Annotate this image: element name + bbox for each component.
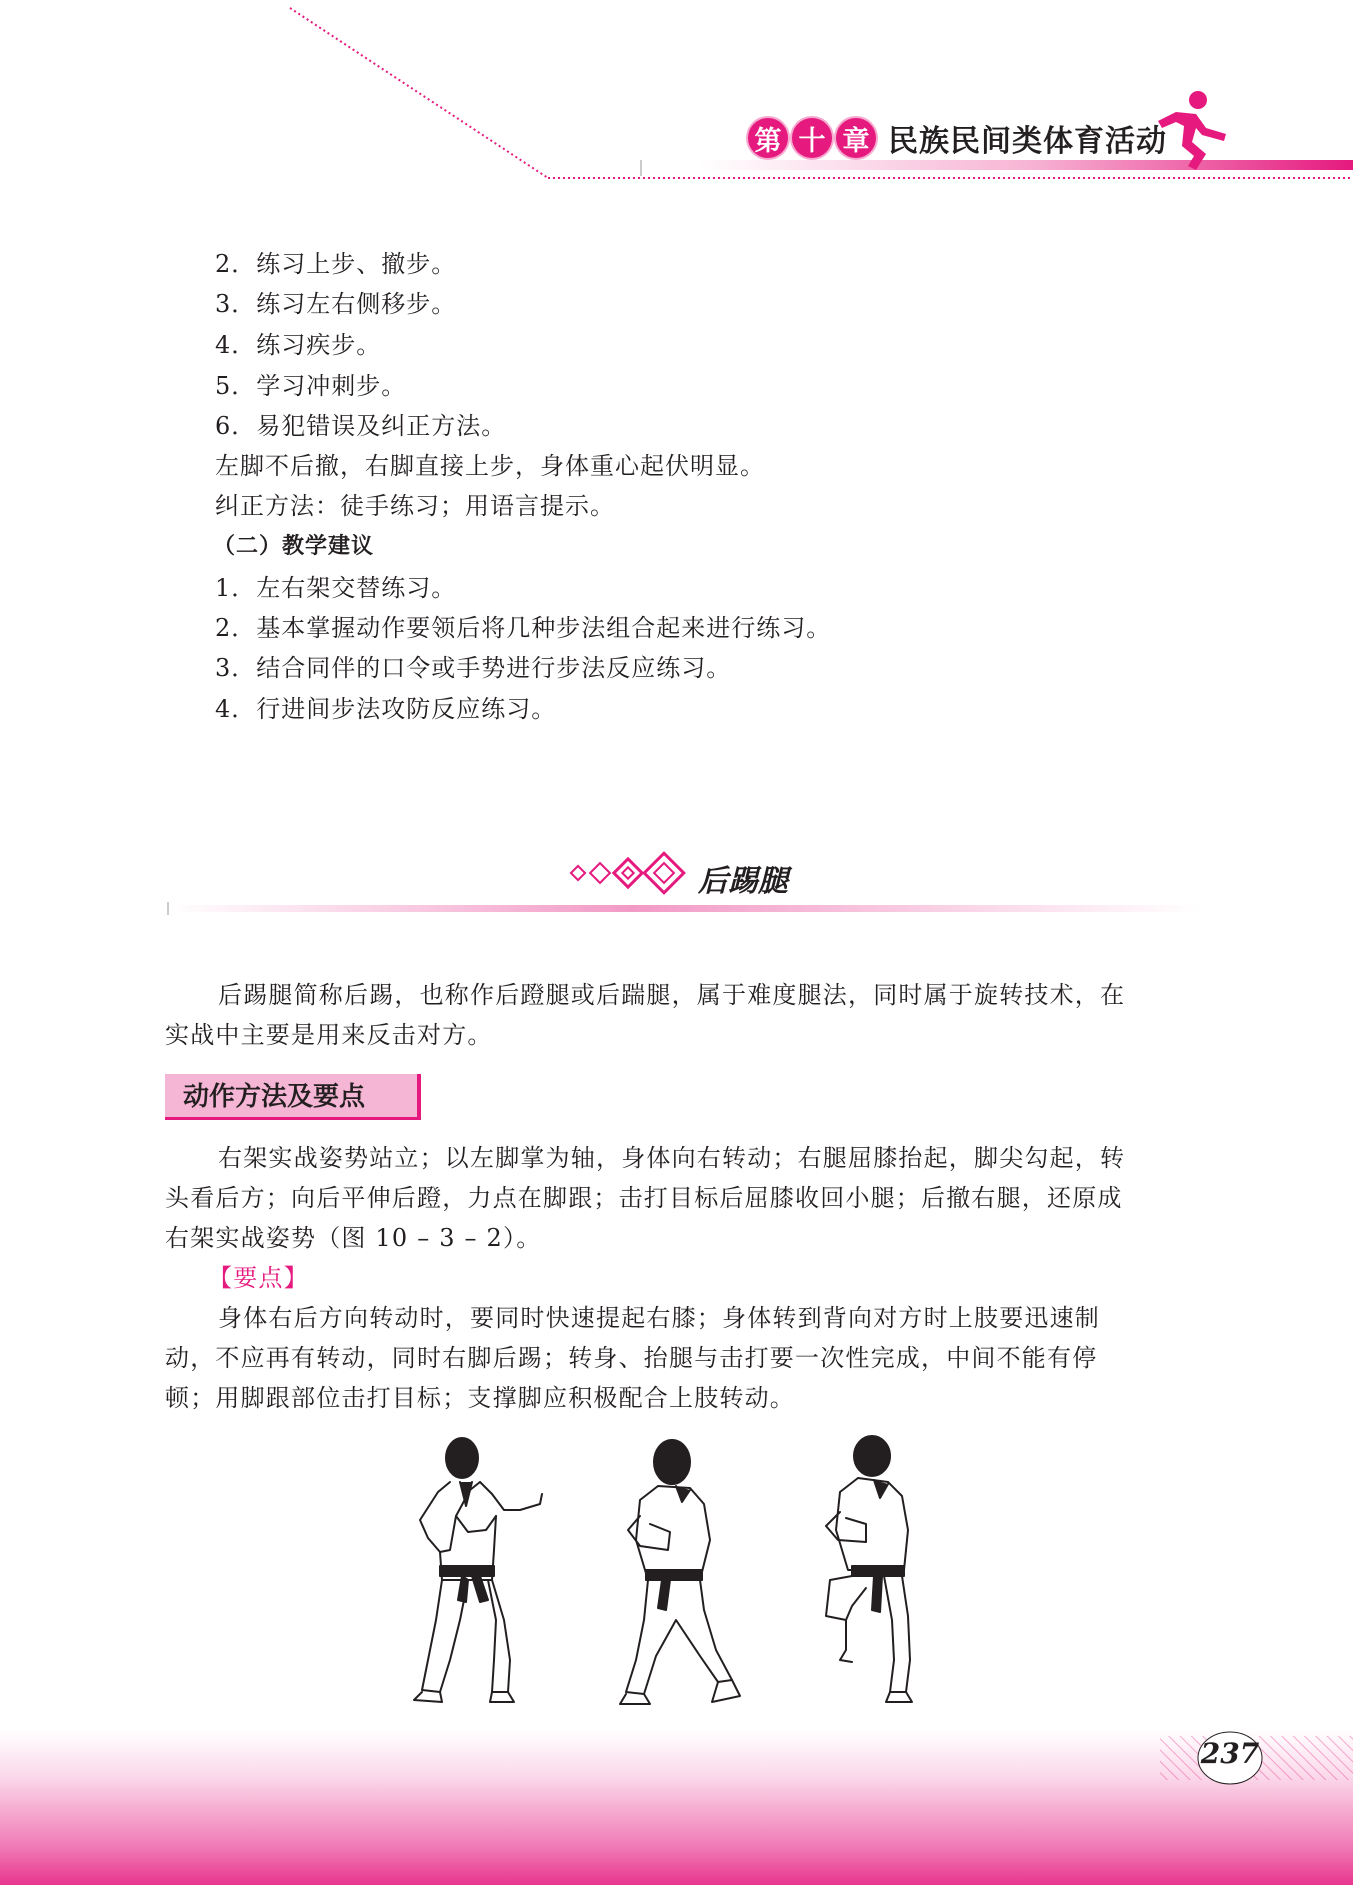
list-item: 4．练习疾步。 <box>215 331 382 359</box>
intro-line: 后踢腿简称后踢，也称作后蹬腿或后踹腿，属于难度腿法，同时属于旋转技术，在 <box>218 981 1126 1009</box>
intro-line: 实战中主要是用来反击对方。 <box>165 1021 493 1049</box>
chapter-title: 民族民间类体育活动 <box>888 124 1167 159</box>
error-description: 左脚不后撤，右脚直接上步，身体重心起伏明显。 <box>215 452 765 480</box>
method-line: 头看后方；向后平伸后蹬，力点在脚跟；击打目标后屈膝收回小腿；后撤右腿，还原成 <box>165 1184 1123 1212</box>
figure-turning <box>620 1440 740 1704</box>
list-item: 2．练习上步、撤步。 <box>215 250 457 278</box>
back-kick-illustration <box>400 1420 980 1720</box>
section-title: 后踢腿 <box>698 864 788 899</box>
list-item: 1．左右架交替练习。 <box>215 574 457 602</box>
list-item: 5．学习冲刺步。 <box>215 372 407 400</box>
header-decoration <box>0 0 1353 200</box>
key-point-line: 动，不应再有转动，同时右脚后踢；转身、抬腿与击打要一次性完成，中间不能有停 <box>165 1344 1098 1372</box>
list-item: 3．练习左右侧移步。 <box>215 290 457 318</box>
figure-stance <box>414 1438 542 1702</box>
chapter-header <box>748 114 1167 162</box>
figure-knee-raise <box>826 1436 912 1702</box>
chapter-char-3: 章 <box>836 118 876 158</box>
teaching-heading: （二）教学建议 <box>213 534 375 559</box>
list-item: 4．行进间步法攻防反应练习。 <box>215 695 557 723</box>
correction-method: 纠正方法：徒手练习；用语言提示。 <box>215 492 615 520</box>
section-title-decoration <box>160 845 1210 915</box>
footer-band <box>0 1730 1353 1885</box>
method-heading: 动作方法及要点 <box>165 1074 421 1120</box>
diamond-ornament-icon <box>571 853 684 893</box>
key-point-line: 顿；用脚跟部位击打目标；支撑脚应积极配合上肢转动。 <box>165 1384 795 1412</box>
method-line: 右架实战姿势（图 10 – 3 – 2）。 <box>165 1224 542 1252</box>
running-person-icon <box>1158 91 1226 170</box>
list-item: 2．基本掌握动作要领后将几种步法组合起来进行练习。 <box>215 614 832 642</box>
list-item: 6．易犯错误及纠正方法。 <box>215 412 507 440</box>
list-item: 3．结合同伴的口令或手势进行步法反应练习。 <box>215 654 732 682</box>
page-number: 237 <box>1200 1737 1260 1770</box>
key-points-label: 【要点】 <box>208 1264 309 1292</box>
key-point-line: 身体右后方向转动时，要同时快速提起右膝；身体转到背向对方时上肢要迅速制 <box>218 1304 1100 1332</box>
method-line: 右架实战姿势站立；以左脚掌为轴，身体向右转动；右腿屈膝抬起，脚尖勾起，转 <box>218 1144 1126 1172</box>
chapter-char-1: 第 <box>748 118 788 158</box>
chapter-char-2: 十 <box>792 118 832 158</box>
